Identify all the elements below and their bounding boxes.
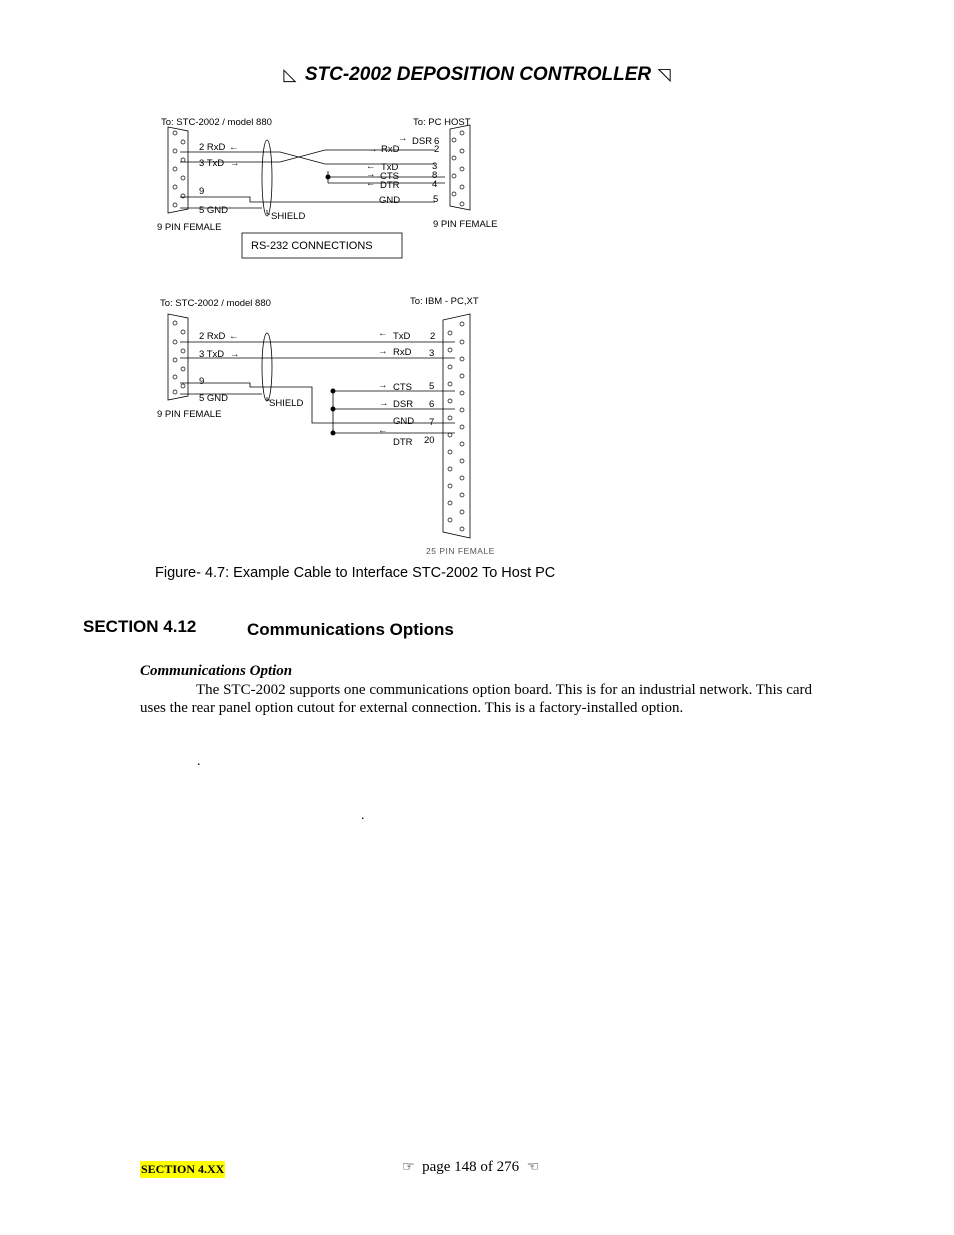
arrow-left-icon: ← (378, 328, 388, 339)
stray-dot: . (361, 808, 365, 823)
arrow-right-icon: → (366, 169, 376, 180)
arrow-left-icon: ← (378, 425, 388, 436)
diagram2-left-to: To: STC-2002 / model 880 (160, 298, 271, 309)
diagram2-right-to: To: IBM - PC,XT (410, 296, 479, 307)
ruler-triangle-right-icon: ◹ (657, 65, 671, 84)
diagram2-pin-7: 7 (429, 417, 435, 428)
diagram2-pin-3: 3 (429, 348, 435, 359)
diagram2-pin-5: 5 (429, 381, 435, 392)
diagram1-left-connector (168, 127, 188, 213)
diagram1-pin-6: 6 (434, 136, 440, 147)
diagram1-signal-dtr: DTR (380, 180, 400, 191)
connector-pin (181, 176, 185, 180)
diagram1-pin-4: 4 (432, 179, 438, 190)
page-header-title: STC-2002 DEPOSITION CONTROLLER (304, 64, 652, 85)
figure-caption: Figure- 4.7: Example Cable to Interface STC-2002 To Host PC (155, 565, 556, 581)
connector-pin (460, 167, 464, 171)
diagram1-left-pin-txd: 3 TxD (199, 158, 225, 169)
diagram1-left-pin-rxd: 2 RxD (199, 142, 226, 153)
body-paragraph-text: The STC-2002 supports one communications option board. This is for an industrial network. This card uses the rear panel option cutout for external connection. This is a factory-installed option. (140, 682, 813, 716)
diagram2-shield (262, 333, 272, 401)
diagram1-pin-3: 3 (432, 161, 438, 172)
connector-pin (452, 156, 456, 160)
diagram2-left-pin-gnd: 5 GND (199, 393, 229, 404)
connector-pin (448, 416, 452, 420)
arrow-right-icon: → (230, 158, 240, 169)
connector-pin (460, 425, 464, 429)
diagram2-signal-gnd: GND (393, 416, 415, 427)
subheading: Communications Option (140, 663, 293, 679)
diagram1-shield (262, 140, 272, 216)
section-title: Communications Options (247, 620, 454, 639)
diagram1-signal-gnd: GND (379, 195, 401, 206)
arrow-left-icon: ← (366, 161, 376, 172)
connector-pin (173, 167, 177, 171)
connector-pin (173, 375, 177, 379)
connector-pin (448, 518, 452, 522)
connector-pin (460, 149, 464, 153)
connector-pin (173, 131, 177, 135)
connector-pin (173, 358, 177, 362)
diagram1-right-to: To: PC HOST (413, 117, 471, 128)
diagram1-signal-txd: TxD (381, 162, 399, 173)
footer-page-number (402, 1159, 539, 1176)
diagram1-signal-cts: CTS (380, 171, 399, 182)
junction-dot (331, 431, 335, 435)
arrow-right-icon: → (378, 380, 388, 391)
connector-pin (448, 450, 452, 454)
connector-pin (181, 349, 185, 353)
connector-pin (173, 340, 177, 344)
footer-page-text: page 148 of 276 (422, 1159, 520, 1175)
connector-pin (448, 331, 452, 335)
page-header (0, 64, 954, 86)
connector-pin (448, 484, 452, 488)
diagram2-shield-label: SHIELD (269, 398, 304, 409)
diagram2-pin-6: 6 (429, 399, 435, 410)
connector-pin (452, 138, 456, 142)
connector-pin (460, 391, 464, 395)
connector-pin (181, 384, 185, 388)
connector-pin (448, 365, 452, 369)
junction-dot (326, 175, 330, 179)
body-paragraph (140, 681, 820, 717)
connector-pin (460, 442, 464, 446)
footer-section-label: SECTION 4.XX (141, 1162, 225, 1176)
arrow-right-icon: → (368, 144, 378, 155)
connector-pin (460, 408, 464, 412)
ruler-triangle-left-icon: ◺ (283, 65, 297, 84)
diagram2-signal-rxd: RxD (393, 347, 412, 358)
diagram1-right-connector (450, 125, 470, 210)
connector-pin (448, 501, 452, 505)
connector-pin (460, 510, 464, 514)
connector-pin (460, 322, 464, 326)
diagram1-pin-8: 8 (432, 170, 438, 181)
diagram1-signal-dsr: DSR (412, 136, 433, 147)
connector-pin (448, 467, 452, 471)
pointing-hand-left-icon: ☜ (526, 1159, 540, 1175)
diagram1-pin-5: 5 (433, 194, 439, 205)
diagram2-signal-cts: CTS (393, 382, 412, 393)
connector-pin (460, 202, 464, 206)
connector-pin (173, 203, 177, 207)
pointing-hand-right-icon: ☞ (402, 1159, 415, 1175)
diagram2-signal-dsr: DSR (393, 399, 414, 410)
ibm-pc-diagram-25pin (150, 292, 510, 560)
connector-pin (460, 374, 464, 378)
connector-pin (181, 330, 185, 334)
connector-pin (460, 459, 464, 463)
connector-pin (173, 321, 177, 325)
diagram1-right-connector-label: 9 PIN FEMALE (433, 219, 498, 230)
connector-pin (448, 382, 452, 386)
diagram1-left-connector-label: 9 PIN FEMALE (157, 222, 222, 233)
connector-pin (181, 158, 185, 162)
junction-dot (331, 407, 335, 411)
connector-pin (460, 527, 464, 531)
diagram2-right-connector-pins (448, 322, 464, 531)
diagram1-pin-2: 2 (434, 144, 440, 155)
diagram2-pin-20: 20 (424, 435, 435, 446)
connector-pin (460, 357, 464, 361)
diagram2-left-pin-txd: 3 TxD (199, 349, 225, 360)
arrow-right-icon: → (230, 349, 240, 360)
connector-pin (173, 149, 177, 153)
connector-pin (448, 399, 452, 403)
connector-pin (448, 348, 452, 352)
diagram2-signal-txd: TxD (393, 331, 411, 342)
arrow-left-icon: ← (229, 331, 239, 342)
connector-pin (173, 185, 177, 189)
arrow-right-icon: → (398, 133, 408, 144)
diagram2-left-pin-9: 9 (199, 376, 205, 387)
connector-pin (460, 340, 464, 344)
arrow-left-icon: ← (229, 142, 239, 153)
diagram2-right-connector-label: 25 PIN FEMALE (426, 546, 495, 556)
arrow-right-icon: → (378, 346, 388, 357)
connector-pin (181, 140, 185, 144)
diagram1-signal-rxd: RxD (381, 144, 400, 155)
section-number: SECTION 4.12 (83, 617, 197, 636)
diagram2-signal-dtr: DTR (393, 437, 413, 448)
diagram1-left-to: To: STC-2002 / model 880 (161, 117, 272, 128)
junction-dot (331, 389, 335, 393)
diagram2-pin-2: 2 (430, 331, 436, 342)
diagram1-left-pin-gnd: 5 GND (199, 205, 229, 216)
connector-pin (452, 192, 456, 196)
connector-pin (181, 367, 185, 371)
diagram1-shield-label: SHIELD (271, 211, 306, 222)
stray-dot: . (197, 754, 201, 769)
diagram1-box-label: RS-232 CONNECTIONS (251, 240, 373, 252)
connector-pin (448, 433, 452, 437)
connector-pin (173, 390, 177, 394)
rs232-diagram-9pin (150, 112, 510, 264)
diagram2-left-pin-rxd: 2 RxD (199, 331, 226, 342)
diagram2-right-connector (443, 314, 470, 538)
connector-pin (452, 174, 456, 178)
connector-pin (460, 131, 464, 135)
connector-pin (460, 476, 464, 480)
connector-pin (460, 185, 464, 189)
connector-pin (460, 493, 464, 497)
arrow-left-icon: ← (366, 178, 376, 189)
diagram1-left-pin-9: 9 (199, 186, 205, 197)
arrow-right-icon: → (379, 398, 389, 409)
diagram2-left-connector-label: 9 PIN FEMALE (157, 409, 222, 420)
